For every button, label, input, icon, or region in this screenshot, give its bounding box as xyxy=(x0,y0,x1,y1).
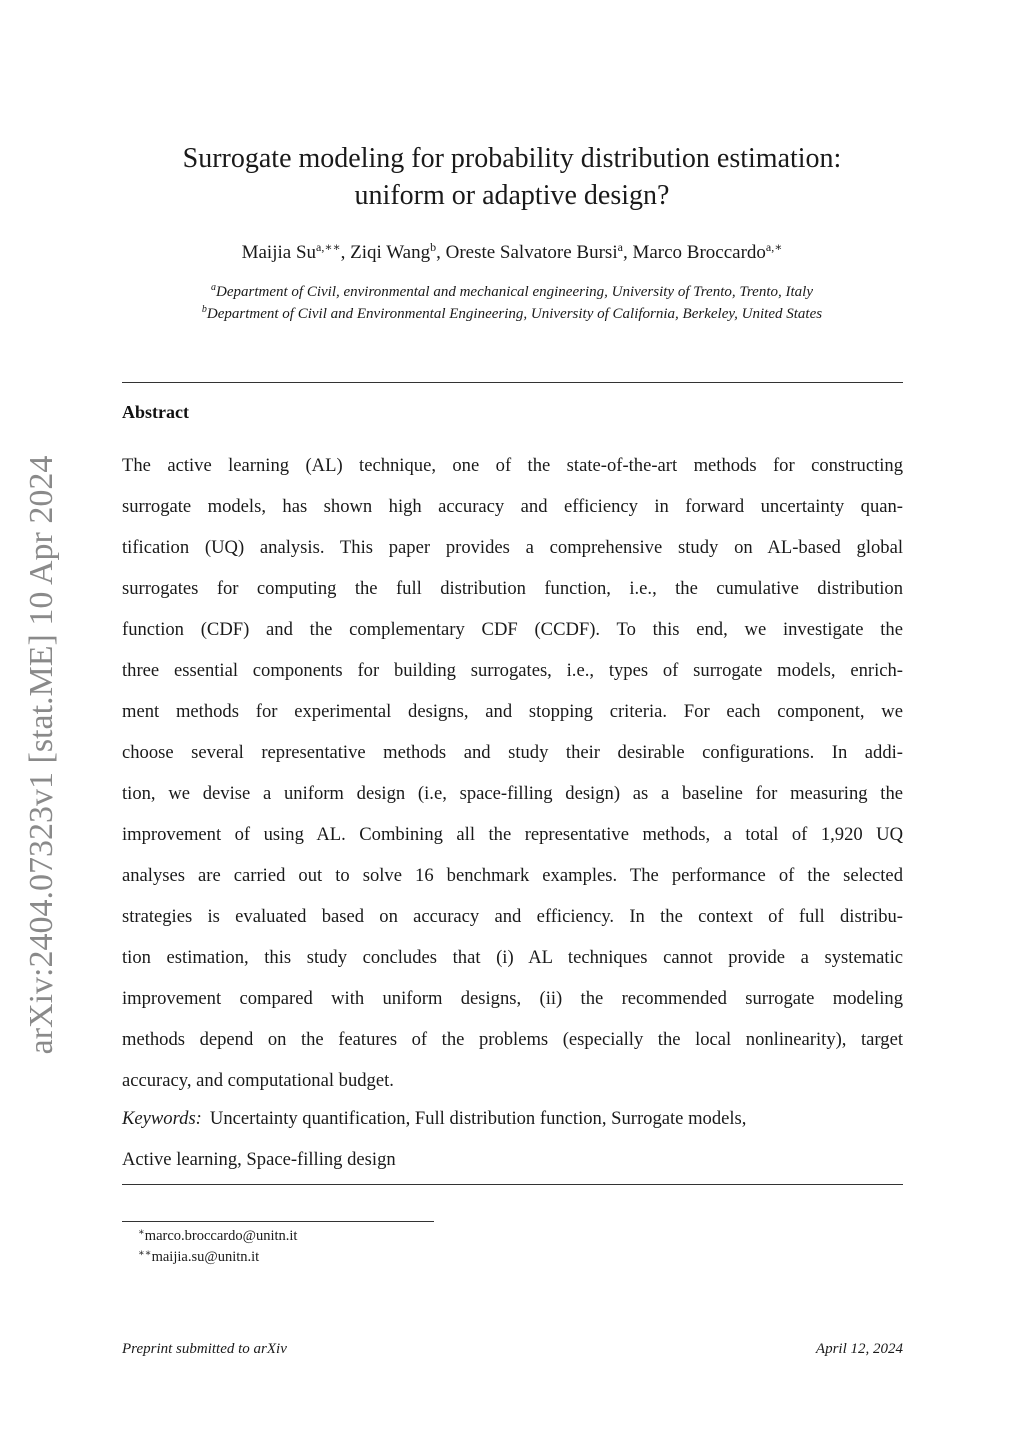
abstract-line: methods depend on the features of the problems (especially the local nonlinearity), target xyxy=(122,1029,903,1050)
affiliation-mark: a xyxy=(211,282,216,293)
abstract-body xyxy=(122,445,903,1101)
abstract-line: three essential components for building surrogates, i.e., types of surrogate models, enrich- xyxy=(122,660,903,681)
abstract-line: choose several representative methods and study their desirable configurations. In addi- xyxy=(122,742,903,763)
title-line-2: uniform or adaptive design? xyxy=(354,180,670,211)
affiliation-list xyxy=(110,281,914,325)
abstract-line: tion estimation, this study concludes that (i) AL techniques cannot provide a systematic xyxy=(122,947,903,968)
author-affiliation-mark: b xyxy=(430,240,437,254)
abstract-line: tification (UQ) analysis. This paper provides a comprehensive study on AL-based global xyxy=(122,537,903,558)
abstract-top-rule xyxy=(122,382,903,383)
affiliation-item xyxy=(110,303,914,325)
footer-date: April 12, 2024 xyxy=(815,1341,903,1357)
footnote-email: maijia.su@unitn.it xyxy=(151,1249,260,1265)
abstract-line: ment methods for experimental designs, and stopping criteria. For each component, we xyxy=(122,701,903,722)
abstract-line: improvement of using AL. Combining all the representative methods, a total of 1,920 UQ xyxy=(122,824,903,845)
abstract-line: strategies is evaluated based on accuracy and efficiency. In the context of full distribu- xyxy=(122,906,903,927)
author-separator: , xyxy=(340,242,351,263)
affiliation-text: Department of Civil, environmental and mechanical engineering, University of Trento, Trento, Italy xyxy=(216,284,813,300)
author-separator: , xyxy=(622,242,633,263)
keywords-text-1: Uncertainty quantification, Full distribution function, Surrogate models, xyxy=(209,1108,747,1129)
author-name: Marco Broccardo xyxy=(632,242,766,263)
paper-title xyxy=(122,140,902,214)
abstract-line: surrogate models, has shown high accuracy and efficiency in forward uncertainty quan- xyxy=(122,496,903,517)
abstract-line: analyses are carried out to solve 16 benchmark examples. The performance of the selected xyxy=(122,865,903,886)
author-separator: , xyxy=(436,242,446,263)
footnote-list xyxy=(138,1226,297,1268)
footnote-mark: ∗ xyxy=(138,1227,145,1238)
abstract-line: The active learning (AL) technique, one of the state-of-the-art methods for constructing xyxy=(122,455,903,476)
author-affiliation-mark: a,∗ xyxy=(765,240,783,254)
footer-preprint-note: Preprint submitted to arXiv xyxy=(122,1341,287,1357)
abstract-line: improvement compared with uniform designs, (ii) the recommended surrogate modeling xyxy=(122,988,903,1009)
author-name: Oreste Salvatore Bursi xyxy=(445,242,618,263)
author-affiliation-mark: a,∗∗ xyxy=(316,240,341,254)
title-line-1: Surrogate modeling for probability distribution estimation: xyxy=(182,143,842,174)
abstract-line: accuracy, and computational budget. xyxy=(122,1070,394,1091)
abstract-line: tion, we devise a uniform design (i.e, space-filling design) as a baseline for measuring the xyxy=(122,783,903,804)
footnote-item xyxy=(138,1226,297,1247)
keywords-label: Keywords: xyxy=(122,1108,202,1129)
author-name: Ziqi Wang xyxy=(350,242,431,263)
footnote-rule xyxy=(122,1221,434,1222)
affiliation-text: Department of Civil and Environmental Engineering, University of California, Berkeley, United States xyxy=(206,306,823,322)
keywords-line-2: Active learning, Space-filling design xyxy=(122,1149,396,1170)
author-name: Maijia Su xyxy=(241,242,317,263)
author-list xyxy=(122,240,902,266)
abstract-line: function (CDF) and the complementary CDF (CCDF). To this end, we investigate the xyxy=(122,619,903,640)
affiliation-item xyxy=(110,281,914,303)
footnote-mark: ∗∗ xyxy=(138,1248,152,1259)
keywords-block xyxy=(122,1098,903,1180)
abstract-bottom-rule xyxy=(122,1184,903,1185)
arxiv-identifier-stamp: arXiv:2404.07323v1 [stat.ME] 10 Apr 2024 xyxy=(23,455,60,1055)
abstract-heading: Abstract xyxy=(122,402,189,422)
keywords-line-1 xyxy=(122,1098,903,1139)
abstract-line: surrogates for computing the full distribution function, i.e., the cumulative distribution xyxy=(122,578,903,599)
affiliation-mark: b xyxy=(201,304,207,315)
author-affiliation-mark: a xyxy=(617,240,623,254)
footnote-item xyxy=(138,1247,297,1268)
footnote-email: marco.broccardo@unitn.it xyxy=(144,1228,298,1244)
